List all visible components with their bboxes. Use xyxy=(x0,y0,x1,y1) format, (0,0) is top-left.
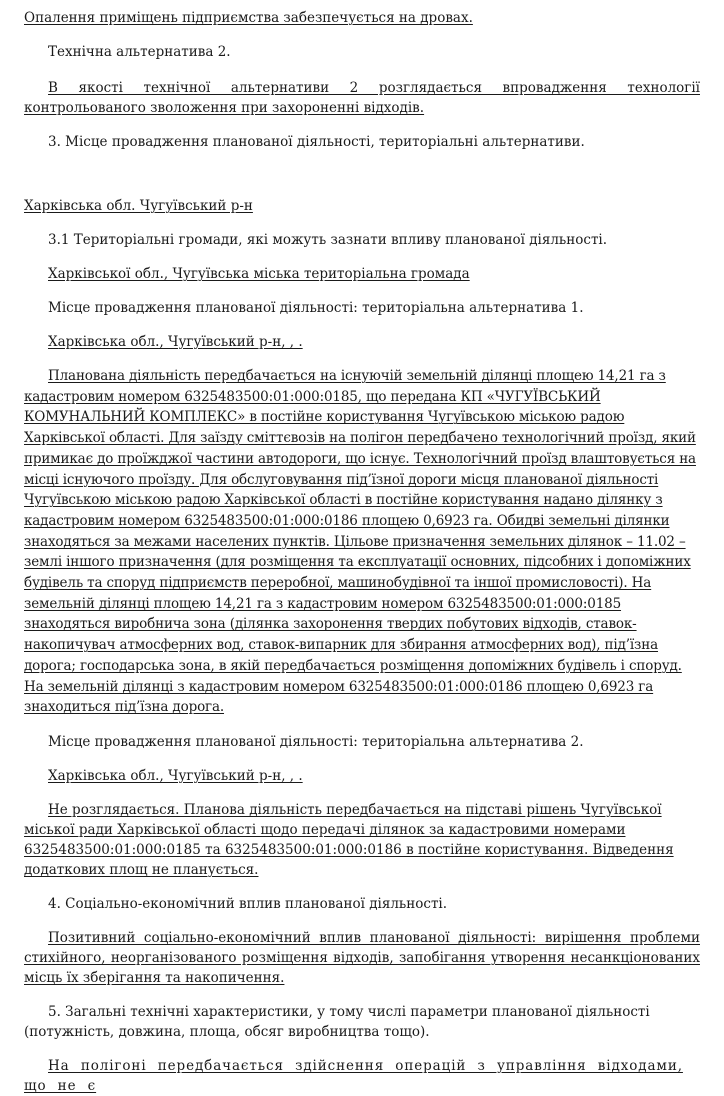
territorial-alternative-2-location: Харківська обл., Чугуївський р-н, , . xyxy=(48,767,303,784)
section-3-1-heading: 3.1 Територіальні громади, які можуть зазнати впливу планованої діяльності. xyxy=(48,232,608,248)
document-page xyxy=(24,8,700,1096)
section-5-text: На полігоні передбачається здійснення операцій з управління відходами, що не є xyxy=(24,1057,683,1094)
territorial-alternative-1-description: Планована діяльність передбачається на існуючій земельній ділянці площею 14,21 га з кадастровим номером 6325483500:01:000:0185, що передана КП «ЧУГУЇВСЬКИЙ КОМУНАЛЬНИЙ КОМПЛЕКС» в постійне користування Чугуївською міською радою Харківської області. Для заїзду сміттєвозів на полігон передбачено технологічний проїзд, який примикає до проїжджої частини автодороги, що існує. Технологічний проїзд влаштовується на місці існуючого проїзду. Для обслуговування під’їзної дороги місця планованої діяльності Чугуївською міською радою Харківської області в постійне користування надано ділянку з кадастровим номером 6325483500:01:000:0186 площею 0,6923 га. Обидві земельні ділянки знаходяться за межами населених пунктів. Цільове призначення земельних ділянок – 11.02 – землі іншого призначення (для розміщення та експлуатації основних, підсобних і допоміжних будівель та споруд підприємств переробної, машинобудівної та іншої промисловості). На земельній ділянці площею 14,21 га з кадастровим номером 6325483500:01:000:0185 знаходяться виробнича зона (ділянка захоронення твердих побутових відходів, ставок-накопичувач атмосферних вод, ставок-випарник для збирання атмосферних вод), під’їзна дорога; господарська зона, в якій передбачається розміщення допоміжних будівель і споруд. На земельній ділянці з кадастровим номером 6325483500:01:000:0186 площею 0,6923 га знаходиться під’їзна дорога. xyxy=(24,368,696,716)
territorial-alternative-1-heading: Місце провадження планованої діяльності: територіальна альтернатива 1. xyxy=(48,300,584,316)
heating-note: Опалення приміщень підприємства забезпечується на дровах. xyxy=(24,10,473,26)
territorial-alternative-1-location: Харківська обл., Чугуївський р-н, , . xyxy=(48,334,303,350)
technical-alternative-2-heading: Технічна альтернатива 2. xyxy=(48,44,231,60)
territorial-alternative-2-heading: Місце провадження планованої діяльності: територіальна альтернатива 2. xyxy=(48,733,584,750)
territorial-alternative-2-description: Не розглядається. Планова діяльність передбачається на підставі рішень Чугуївської міської ради Харківської області щодо передачі ділянок за кадастровими номерами 6325483500:01:000:0185 та 6325483500:01:000:0186 в постійне користування. Відведення додаткових площ не планується. xyxy=(24,801,674,878)
region-line: Харківська обл. Чугуївський р-н xyxy=(24,198,253,214)
community-line: Харківської обл., Чугуївська міська територіальна громада xyxy=(48,266,470,282)
socio-economic-impact-text: Позитивний соціально-економічний вплив планованої діяльності: вирішення проблеми стихійного, неорганізованого розміщення відходів, запобігання утворення несанкціонованих місць їх зберігання та накопичення. xyxy=(24,929,700,986)
technical-alternative-2-text: В якості технічної альтернативи 2 розглядається впровадження технології контрольованого зволоження при захороненні відходів. xyxy=(24,80,700,116)
section-4-heading: 4. Соціально-економічний вплив планованої діяльності. xyxy=(48,895,448,912)
section-3-heading: 3. Місце провадження планованої діяльності, територіальні альтернативи. xyxy=(48,134,585,150)
section-5-heading: 5. Загальні технічні характеристики, у тому числі параметри планованої діяльності (потужність, довжина, площа, обсяг виробництва тощо). xyxy=(24,1003,650,1040)
